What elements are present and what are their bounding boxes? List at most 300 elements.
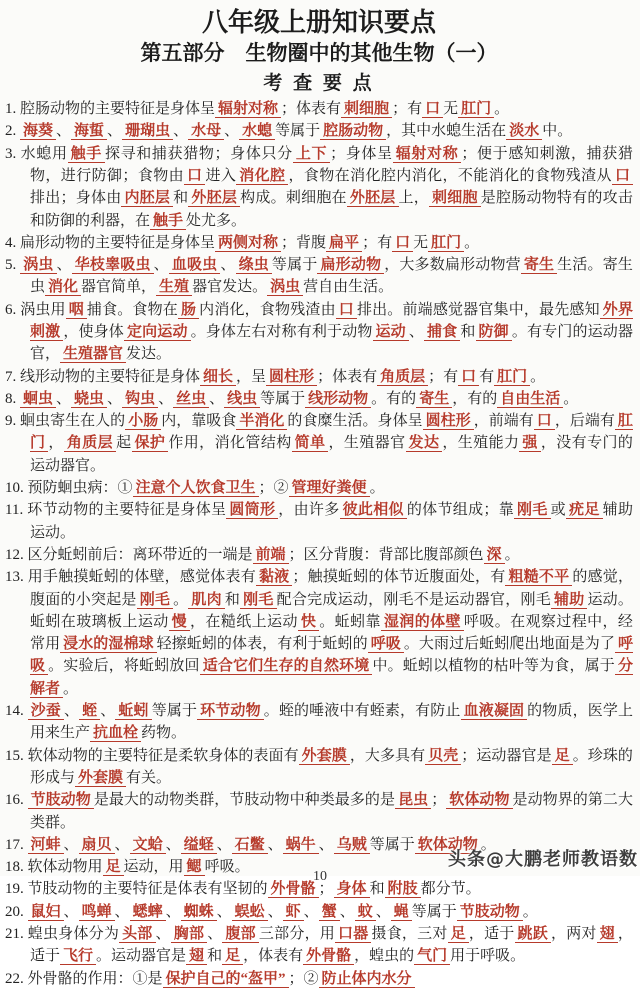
item-text: 等属于	[411, 903, 457, 920]
item-text: 的体节组成；靠	[406, 502, 515, 519]
answer-blank: 小肠	[125, 413, 161, 430]
answer-blank: 蜗牛	[283, 837, 319, 854]
answer-blank: 外套膜	[75, 770, 126, 787]
item-text: ；有	[392, 101, 423, 118]
item-text: 。	[494, 101, 510, 118]
item-text: 线形动物的主要特征是身体	[20, 368, 201, 385]
list-item	[5, 366, 633, 388]
answer-blank: 缢蛏	[181, 837, 217, 854]
answer-blank: 飞行	[60, 948, 96, 965]
item-number: 15.	[5, 747, 28, 764]
answer-blank: 注意个人饮食卫生	[133, 480, 259, 497]
answer-blank: 足	[552, 748, 573, 765]
answer-blank: 刺细胞	[341, 101, 392, 118]
item-text: 、	[63, 703, 80, 720]
item-text: 。	[173, 591, 189, 608]
item-text: 、	[209, 390, 225, 407]
answer-blank: 刺细胞	[429, 190, 481, 207]
item-text: 呼吸。在观察过程中，经常用	[30, 613, 633, 653]
answer-blank: 刚毛	[240, 592, 276, 609]
item-text: 。运动器官是	[96, 948, 187, 965]
answer-blank: 外界刺激	[30, 301, 633, 340]
item-text: 、	[56, 123, 72, 140]
item-text: ，适于	[468, 926, 515, 943]
item-text: 和	[460, 324, 476, 340]
item-text: 无	[413, 234, 429, 251]
answer-blank: 淡水	[506, 123, 542, 140]
answer-blank: 抗血栓	[90, 725, 141, 742]
item-text: 、	[56, 257, 72, 274]
item-text: 等属于	[369, 836, 415, 853]
item-text: 等属于	[271, 257, 318, 274]
item-text: ，体表有	[243, 948, 304, 965]
answer-blank: 水母	[188, 123, 224, 140]
item-text: 处尤多。	[186, 212, 247, 229]
item-text: 三部分，用	[258, 926, 336, 943]
answer-blank: 简单	[292, 435, 329, 452]
item-text: ，后端有	[554, 413, 615, 430]
item-text: 用于呼吸。	[450, 948, 526, 965]
item-text: ；有	[428, 368, 459, 385]
item-text: 配合完成运动，刚毛不是运动器官，刚毛	[276, 591, 551, 608]
answer-blank: 肛门	[458, 101, 494, 118]
item-text: ，大多具有	[349, 747, 426, 764]
item-text: 蝗虫身体分为	[27, 926, 120, 943]
item-text: 起	[116, 435, 132, 452]
item-text: 。	[530, 368, 546, 385]
answer-blank: 蟋蟀	[130, 904, 166, 921]
item-text: ，使身体	[63, 324, 124, 340]
item-text: 蛔虫寄生在人的	[20, 413, 126, 430]
item-text: ，两对	[550, 926, 597, 943]
item-number: 13.	[5, 569, 28, 586]
item-text: 生活。寄生虫	[30, 257, 633, 296]
answer-blank: 辐射对称	[393, 146, 462, 163]
item-number: 4.	[5, 234, 20, 251]
list-item	[5, 232, 633, 254]
answer-blank: 肛门	[494, 369, 530, 386]
answer-blank: 蛔虫	[20, 391, 56, 408]
item-text: 有	[479, 368, 495, 385]
item-text: 器官简单，	[81, 279, 157, 296]
item-text: 排出。前端感觉器官集中，最先感知	[356, 301, 600, 318]
answer-blank: 外骨骼	[303, 948, 354, 965]
item-text: 等属于	[151, 703, 198, 720]
answer-blank: 蜈蚣	[232, 904, 268, 921]
item-number: 17.	[5, 836, 28, 853]
item-text: 、	[100, 703, 116, 720]
answer-blank: 黏液	[256, 569, 292, 586]
item-text: ，前端有	[473, 413, 534, 430]
answer-blank: 肛门	[30, 413, 633, 452]
item-text: 有关。	[126, 769, 172, 786]
item-text: 。	[563, 390, 579, 407]
list-item	[5, 477, 633, 499]
item-text: 区分蚯蚓前后：离环带近的一端是	[27, 546, 253, 563]
answer-blank: 蛲虫	[71, 391, 107, 408]
item-text: 、	[318, 836, 334, 853]
answer-blank: 足	[448, 926, 469, 943]
item-text: 、	[114, 836, 130, 853]
answer-blank: 发达	[406, 435, 443, 452]
item-text: ；体表有	[317, 368, 378, 385]
item-text: ，没有专门的运动器官。	[30, 435, 633, 474]
list-item	[5, 901, 633, 923]
item-text: 。蛭的唾液中有蛭素，有防止	[263, 703, 461, 720]
item-number: 7.	[5, 368, 20, 385]
item-text: 。	[369, 480, 385, 497]
answer-blank: 肛门	[428, 235, 464, 252]
item-text: 、	[408, 324, 425, 340]
item-text: 水螅用	[20, 145, 68, 162]
item-text: 探寻和捕获猎物；身体只分	[104, 145, 293, 162]
answer-blank: 河蚌	[28, 837, 64, 854]
answer-blank: 口器	[335, 926, 371, 943]
answer-blank: 肌肉	[188, 592, 224, 609]
answer-blank: 蜘蛛	[181, 904, 217, 921]
answer-blank: 辅助	[551, 592, 587, 609]
item-text: ；触摸蚯蚓的体节近腹面处，有	[292, 569, 506, 586]
answer-blank: 适合它们生存的自然环境	[200, 658, 373, 675]
item-text: 和	[369, 881, 385, 898]
item-text: 是最大的动物类群，节肢动物中种类最多的是	[93, 792, 396, 809]
answer-blank: 蛭	[79, 703, 100, 720]
item-text: 、	[207, 926, 223, 943]
answer-blank: 扇贝	[79, 837, 115, 854]
answer-blank: 涡虫	[267, 279, 303, 296]
answer-blank: 保护自己的“盔甲”	[163, 971, 289, 988]
list-item	[5, 120, 633, 142]
list-item	[5, 544, 633, 566]
answer-blank: 扁形动物	[317, 257, 384, 274]
answer-blank: 线形动物	[305, 391, 371, 408]
list-item	[5, 143, 633, 232]
item-text: 轻擦蚯蚓的体表，有利于蚯蚓的	[156, 636, 368, 653]
answer-blank: 口	[184, 168, 205, 185]
item-text: 运动，用	[123, 859, 184, 876]
answer-blank: 虾	[283, 904, 304, 921]
answer-blank: 保护	[132, 435, 169, 452]
item-number: 22.	[5, 970, 28, 987]
answer-blank: 湿润的体壁	[381, 614, 464, 631]
answer-blank: 口	[422, 101, 443, 118]
answer-blank: 口	[612, 168, 633, 185]
item-number: 6.	[5, 301, 21, 318]
item-text: 、	[173, 123, 189, 140]
item-text: 。大雨过后蚯蚓爬出地面是为了	[403, 636, 615, 653]
answer-blank: 乌贼	[334, 837, 370, 854]
answer-blank: 定向运动	[124, 324, 191, 341]
answer-blank: 节肢动物	[28, 792, 94, 809]
item-text: 中。	[542, 123, 573, 140]
item-text: 预防蛔虫病：①	[27, 480, 133, 497]
answer-blank: 圆筒形	[226, 502, 278, 519]
list-item	[5, 789, 633, 834]
part-title: 第五部分 生物圈中的其他生物（一）	[140, 40, 498, 65]
answer-blank: 防御	[476, 324, 512, 341]
answer-blank: 防止体内水分	[319, 971, 415, 988]
item-text: 、	[267, 836, 283, 853]
list-item	[5, 388, 633, 410]
answer-blank: 足	[103, 859, 124, 876]
item-text: ；②	[288, 970, 319, 987]
item-text: 。	[504, 546, 520, 563]
answer-blank: 血液凝固	[461, 703, 528, 720]
answer-blank: 血吸虫	[169, 257, 221, 274]
item-text: 节肢动物的主要特征是体表有坚韧的	[27, 881, 268, 898]
answer-blank: 触手	[150, 213, 186, 230]
item-text: 用手触摸蚯蚓的体壁，感觉体表有	[27, 569, 256, 586]
list-item	[5, 499, 633, 544]
answer-blank: 口	[336, 302, 357, 319]
item-text: 作用，消化管结构	[168, 435, 292, 452]
answer-blank: 圆柱形	[423, 413, 474, 430]
answer-blank: 线虫	[224, 391, 260, 408]
item-number: 3.	[5, 145, 21, 162]
item-number: 12.	[5, 546, 28, 563]
item-text: 器官发达。	[192, 279, 268, 296]
answer-blank: 辐射对称	[215, 101, 281, 118]
item-text: 捕食。食物在	[86, 301, 178, 318]
answer-blank: 深	[484, 547, 505, 564]
item-text: 涡虫用	[20, 301, 66, 318]
item-text: ；便于感知刺激，捕获猎物，进行防御；食物由	[30, 145, 633, 184]
answer-blank: 外胚层	[188, 190, 240, 207]
answer-blank: 蝇	[391, 904, 412, 921]
item-text: ；区分背腹：背部比腹部颜色	[288, 546, 484, 563]
answer-blank: 彼此相似	[340, 502, 407, 519]
item-text: 、	[114, 903, 130, 920]
item-text: 或	[550, 502, 566, 519]
answer-blank: 口	[534, 413, 555, 430]
item-text: 、	[216, 836, 232, 853]
answer-blank: 跳跃	[515, 926, 551, 943]
answer-blank: 环节动物	[197, 703, 264, 720]
item-number: 16.	[5, 792, 28, 809]
answer-blank: 外套膜	[299, 748, 350, 765]
item-text: 、	[56, 390, 72, 407]
item-text: 进入	[205, 167, 237, 184]
item-number: 8.	[5, 390, 20, 407]
item-text: 的食糜生活。身体呈	[287, 413, 423, 430]
answer-blank: 头部	[119, 926, 155, 943]
item-text: 等属于	[275, 123, 321, 140]
item-number: 19.	[5, 881, 28, 898]
list-item	[5, 299, 633, 366]
answer-blank: 半消化	[236, 413, 287, 430]
item-text: 内，靠吸食	[161, 413, 237, 430]
item-text: 都分节。	[420, 881, 481, 898]
item-text: 和	[224, 591, 241, 608]
answer-blank: 胸部	[171, 926, 207, 943]
item-text: 营自由生活。	[303, 279, 394, 296]
item-text: ；运动器官是	[461, 747, 552, 764]
answer-blank: 水螅	[239, 123, 275, 140]
answer-blank: 腔肠动物	[320, 123, 386, 140]
answer-blank: 气门	[414, 948, 450, 965]
item-text: 腔肠动物的主要特征是身体呈	[20, 101, 216, 118]
answer-blank: 寄生	[521, 257, 557, 274]
exam-points-heading: 考 查 要 点	[263, 73, 375, 95]
answer-blank: 前端	[253, 547, 289, 564]
answer-blank: 丝虫	[173, 391, 209, 408]
item-text: ，有的	[452, 390, 498, 407]
answer-blank: 腹部	[222, 926, 258, 943]
item-number: 2.	[5, 123, 20, 140]
answer-blank: 呼吸	[30, 636, 633, 675]
item-number: 9.	[5, 413, 21, 430]
item-number: 20.	[5, 903, 28, 920]
item-text: 。珍珠的形成与	[30, 747, 633, 786]
answer-blank: 蚊	[355, 904, 376, 921]
item-text: ；	[431, 792, 447, 809]
item-text: 是腔肠动物特有的攻击和防御的利器，在	[30, 190, 633, 229]
item-text: 、	[155, 926, 171, 943]
watermark: 头条@大鹏老师教语数	[448, 849, 638, 870]
answer-blank: 肠	[178, 302, 199, 319]
answer-blank: 快	[298, 614, 319, 631]
answer-blank: 涡虫	[20, 257, 56, 274]
answer-blank: 两侧对称	[215, 235, 281, 252]
item-text: 发达。	[126, 346, 172, 363]
item-text: ，食物在消化腔内消化，不能消化的食物残渣从	[288, 167, 612, 184]
answer-blank: 分解者	[30, 658, 633, 697]
item-text: ，由许多	[278, 502, 340, 519]
answer-blank: 咽	[66, 302, 87, 319]
answer-blank: 细长	[200, 369, 236, 386]
answer-blank: 口	[458, 369, 479, 386]
item-number: 11.	[5, 502, 28, 519]
answer-blank: 昆虫	[395, 792, 431, 809]
item-text: 、	[165, 903, 181, 920]
item-text: ，呈	[236, 368, 267, 385]
item-text: 、	[63, 903, 79, 920]
answer-blank: 寄生	[416, 391, 452, 408]
item-text: 、	[224, 123, 240, 140]
answer-blank: 软体动物	[446, 792, 512, 809]
item-text: 内消化，食物残渣由	[199, 301, 336, 318]
item-text: 的物质，医学上用来生产	[30, 703, 633, 742]
item-text: 和	[173, 190, 189, 207]
answer-blank: 蚯蚓	[115, 703, 151, 720]
item-text: 。	[464, 234, 480, 251]
item-text: 、	[107, 123, 123, 140]
item-text: ，大多数扁形动物营	[384, 257, 521, 274]
item-text: ；背腹	[281, 234, 327, 251]
item-text: 。实验后，将蚯蚓放回	[48, 658, 200, 675]
answer-blank: 蟹	[319, 904, 340, 921]
answer-blank: 刚毛	[137, 592, 173, 609]
answer-blank: 角质层	[377, 369, 428, 386]
item-text: 、	[165, 836, 181, 853]
answer-blank: 消化	[45, 279, 81, 296]
item-text: 。有专门的运动器官，	[30, 324, 633, 363]
answer-blank: 管理好粪便	[289, 480, 370, 497]
item-text: 外骨骼的作用：①是	[27, 970, 163, 987]
item-text: 软体动物用	[27, 859, 103, 876]
answer-blank: 华枝睾吸虫	[72, 257, 154, 274]
answer-blank: 消化腔	[236, 168, 288, 185]
answer-blank: 石鳖	[232, 837, 268, 854]
item-text: 。蚯蚓靠	[319, 613, 381, 630]
list-item	[5, 410, 633, 477]
answer-blank: 呼吸	[368, 636, 404, 653]
item-text: 。有的	[371, 390, 417, 407]
answer-blank: 扁平	[326, 235, 362, 252]
answer-blank: 捕食	[424, 324, 460, 341]
item-text: 、	[220, 257, 236, 274]
list-item	[5, 923, 633, 968]
answer-blank: 鸣蝉	[79, 904, 115, 921]
item-number: 10.	[5, 480, 28, 497]
answer-blank: 文蛤	[130, 837, 166, 854]
item-text: ，在糙纸上运动	[190, 613, 298, 630]
item-text: 的感觉，腹面的小突起是	[30, 569, 633, 608]
item-text: 、	[216, 903, 232, 920]
list-item	[5, 968, 633, 990]
item-text: ，生殖器官	[328, 435, 406, 452]
answer-blank: 生殖	[156, 279, 192, 296]
answer-blank: 粗糙不平	[505, 569, 572, 586]
item-text: ，其中水螅生活在	[386, 123, 507, 140]
item-text: 、	[339, 903, 355, 920]
item-text: ；	[318, 881, 334, 898]
item-text: 、	[107, 390, 123, 407]
answer-blank: 运动	[373, 324, 409, 341]
item-text: ，适于	[30, 926, 633, 965]
item-text: 无	[443, 101, 459, 118]
item-number: 5.	[5, 257, 21, 274]
answer-blank: 翅	[597, 926, 618, 943]
list-item	[5, 700, 633, 745]
item-text: 药物。	[141, 725, 187, 742]
page-title: 八年级上册知识要点	[201, 8, 436, 37]
item-text: 是动物界的第二大类群。	[30, 792, 633, 831]
item-number: 18.	[5, 859, 28, 876]
answer-blank: 刚毛	[514, 502, 551, 519]
answer-blank: 软体动物	[415, 837, 481, 854]
answer-blank: 足	[222, 948, 243, 965]
answer-blank: 身体	[334, 881, 370, 898]
item-text: 环节动物的主要特征是身体呈	[27, 502, 227, 519]
item-text: 扁形动物的主要特征是身体呈	[20, 234, 216, 251]
answer-blank: 疣足	[566, 502, 603, 519]
item-text: 构成。刺细胞在	[240, 190, 347, 207]
page-number: 10	[313, 869, 327, 884]
answer-blank: 外胚层	[347, 190, 399, 207]
answer-blank: 慢	[169, 614, 190, 631]
item-text: 、	[63, 836, 79, 853]
item-text: 。	[480, 836, 496, 853]
answer-blank: 海蜇	[71, 123, 107, 140]
item-text: ；有	[362, 234, 393, 251]
item-text: ；体表有	[281, 101, 342, 118]
item-number: 1.	[5, 101, 20, 118]
answer-blank: 强	[519, 435, 540, 452]
item-text: 、	[158, 390, 174, 407]
answer-blank: 附肢	[385, 881, 421, 898]
item-text: 、	[153, 257, 169, 274]
answer-blank: 节肢动物	[457, 904, 523, 921]
item-text: 。身体左右对称有利于动物	[190, 324, 373, 340]
answer-blank: 上下	[293, 146, 330, 163]
answer-blank: 角质层	[64, 435, 116, 452]
item-text: 。	[522, 903, 538, 920]
answer-blank: 鼠妇	[28, 904, 64, 921]
list-item	[5, 98, 633, 120]
item-text: 排出；身体由	[30, 190, 122, 207]
answer-blank: 口	[392, 235, 413, 252]
